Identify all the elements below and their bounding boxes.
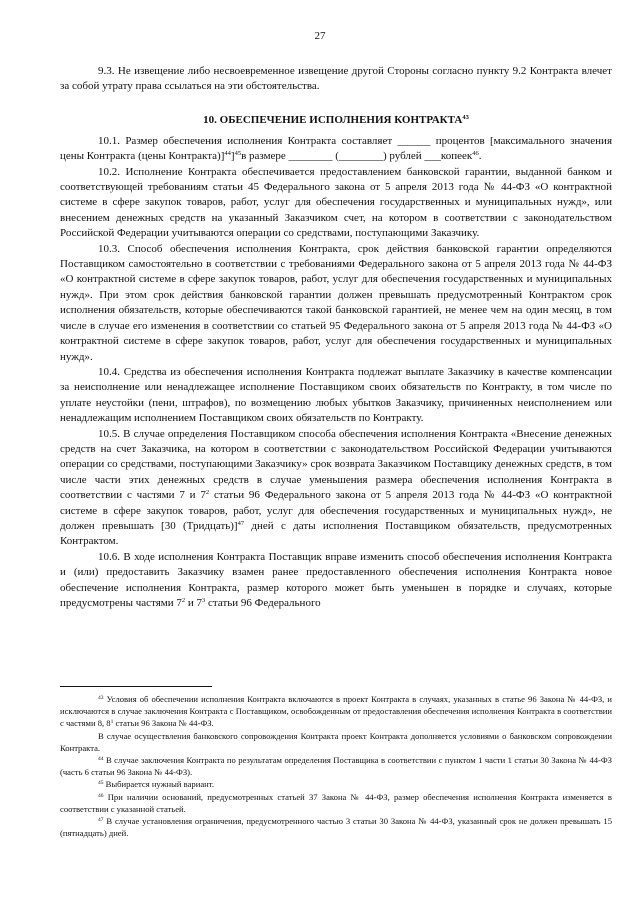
footnote-43: $^{43}$ Условия об обеспечении исполнения Контракта включаются в проект Контракта в случаях, указанных в статье 96 Закона № 44-ФЗ, и исключаются в случае заключения Контракта с Поставщиком, освобожденным от предоставления обеспечения исполнения Контракта в соответствии с частями 8, $8^1$ статьи 96 Закона № 44-ФЗ. <box>60 694 612 729</box>
clause-10-2: 10.2. Исполнение Контракта обеспечивается предоставлением банковской гарантии, выданной банком и соответствующей требованиям статьи 45 Федерального закона от 5 апреля 2013 года № 44-ФЗ «О контрактной системе в сфере закупок товаров, работ, услуг для обеспечения государственных и муниципальных нужд», или внесением денежных средств на указанный Заказчиком счет, на котором в соответствии с законодательством Российской Федерации учитываются операции со средствами, поступающими Заказчику. <box>60 165 612 240</box>
clause-10-4: 10.4. Средства из обеспечения исполнения Контракта подлежат выплате Заказчику в качестве компенсации за неисполнение или ненадлежащее исполнение Поставщиком своих обязательств по Контракту, в том числе по уплате неустойки (пени, штрафов), по возмещению любых убытков Заказчику, причиненных неисполнением или ненадлежащим исполнением Поставщиком своих обязательств по Контракту. <box>60 365 612 425</box>
superscript: 2 <box>181 597 186 604</box>
footnote-ref-43: 43 <box>462 113 469 121</box>
clause-10-5: 10.5. В случае определения Поставщиком способа обеспечения исполнения Контракта «Внесение денежных средств на счет Заказчика, на котором в соответствии с законодательством Российской Федерации учитываются операции со средствами, поступающими Заказчику» срок возврата Заказчиком Поставщику денежных средств, в том числе части этих денежных средств в случае уменьшения размера обеспечения исполнения Контракта в соответствии с частями 7 и $7^2$ статьи 96 Федерального закона от 5 апреля 2013 года № 44-ФЗ «О контрактной системе в сфере закупок товаров, работ, услуг для обеспечения государственных и муниципальных нужд», не должен превышать [30 (Тридцать)]$^{47}$ дней с даты исполнения Поставщиком обязательств, предусмотренных Контрактом. <box>60 427 613 548</box>
section-heading <box>60 113 612 127</box>
footnotes <box>60 686 612 839</box>
document-body <box>60 64 612 611</box>
footnote-46: $^{46}$ При наличии оснований, предусмотренных статьей 37 Закона № 44-ФЗ, размер обеспечения исполнения Контракта изменяется в соответствии с указанной статьей. <box>60 791 612 814</box>
clause-10-1: 10.1. Размер обеспечения исполнения Контракта составляет ______ процентов [максимального значения цены Контракта (цены Контракта)]$^{44}$]$^{45}$в размере ________ (________) рублей ___копеек$^{46}$. <box>60 134 612 163</box>
footnote-44: $^{44}$ В случае заключения Контракта по результатам определения Поставщика в соответствии с пунктом 1 части 1 статьи 30 Закона № 44-ФЗ (часть 6 статьи 96 Закона № 44-ФЗ). <box>60 755 612 778</box>
footnote-ref-47: 47 <box>237 519 245 527</box>
footnote-ref-44: 44 <box>224 150 231 158</box>
footnote-ref-45: 45 <box>234 150 242 158</box>
page-number: 27 <box>314 30 326 42</box>
footnote-ref-46: 46 <box>472 150 479 158</box>
footnote-45: $^{45}$ Выбирается нужный вариант. <box>98 779 214 790</box>
superscript: 2 <box>205 489 210 497</box>
section-heading-text: 10. ОБЕСПЕЧЕНИЕ ИСПОЛНЕНИЯ КОНТРАКТА <box>203 113 463 126</box>
footnote-47: $^{47}$ В случае установления ограничения, предусмотренного частью 3 статьи 30 Закона № 44-ФЗ, указанный срок не должен превышать 15 (пятнадцать) дней. <box>60 816 612 839</box>
clause-9-3: 9.3. Не извещение либо несвоевременное извещение другой Стороны согласно пункту 9.2 Контракта влечет за собой утрату права ссылаться на эти обстоятельства. <box>60 65 612 93</box>
clause-10-3: 10.3. Способ обеспечения исполнения Контракта, срок действия банковской гарантии определяются Поставщиком самостоятельно в соответствии с требованиями Федерального закона от 5 апреля 2013 года № 44-ФЗ «О контрактной системе в сфере закупок товаров, работ, услуг для обеспечения государственных и муниципальных нужд». При этом срок действия банковской гарантии должен превышать предусмотренный Контрактом срок исполнения обязательств, которые обеспечиваются такой банковской гарантией, не менее чем на один месяц, в том числе в случае его изменения в соответствии со статьей 95 Федерального закона от 5 апреля 2013 года № 44-ФЗ «О контрактной системе в сфере закупок товаров, работ, услуг для обеспечения государственных и муниципальных нужд». <box>60 242 612 363</box>
clause-10-6: 10.6. В ходе исполнения Контракта Поставщик вправе изменить способ обеспечения исполнения Контракта и (или) предоставить Заказчику взамен ранее предоставленного обеспечения исполнения Контракта новое обеспечение исполнения Контракта, размер которого может быть уменьшен в порядке и случаях, которые предусмотрены частями $7^2$ и $7^3$ статьи 96 Федерального <box>60 550 612 609</box>
footnote-43-continued: В случае осуществления банковского сопровождения Контракта проект Контракта дополняется условиями о банковском сопровождении Контракта. <box>60 730 612 753</box>
superscript: 3 <box>202 597 206 604</box>
footnote-separator <box>60 686 212 687</box>
